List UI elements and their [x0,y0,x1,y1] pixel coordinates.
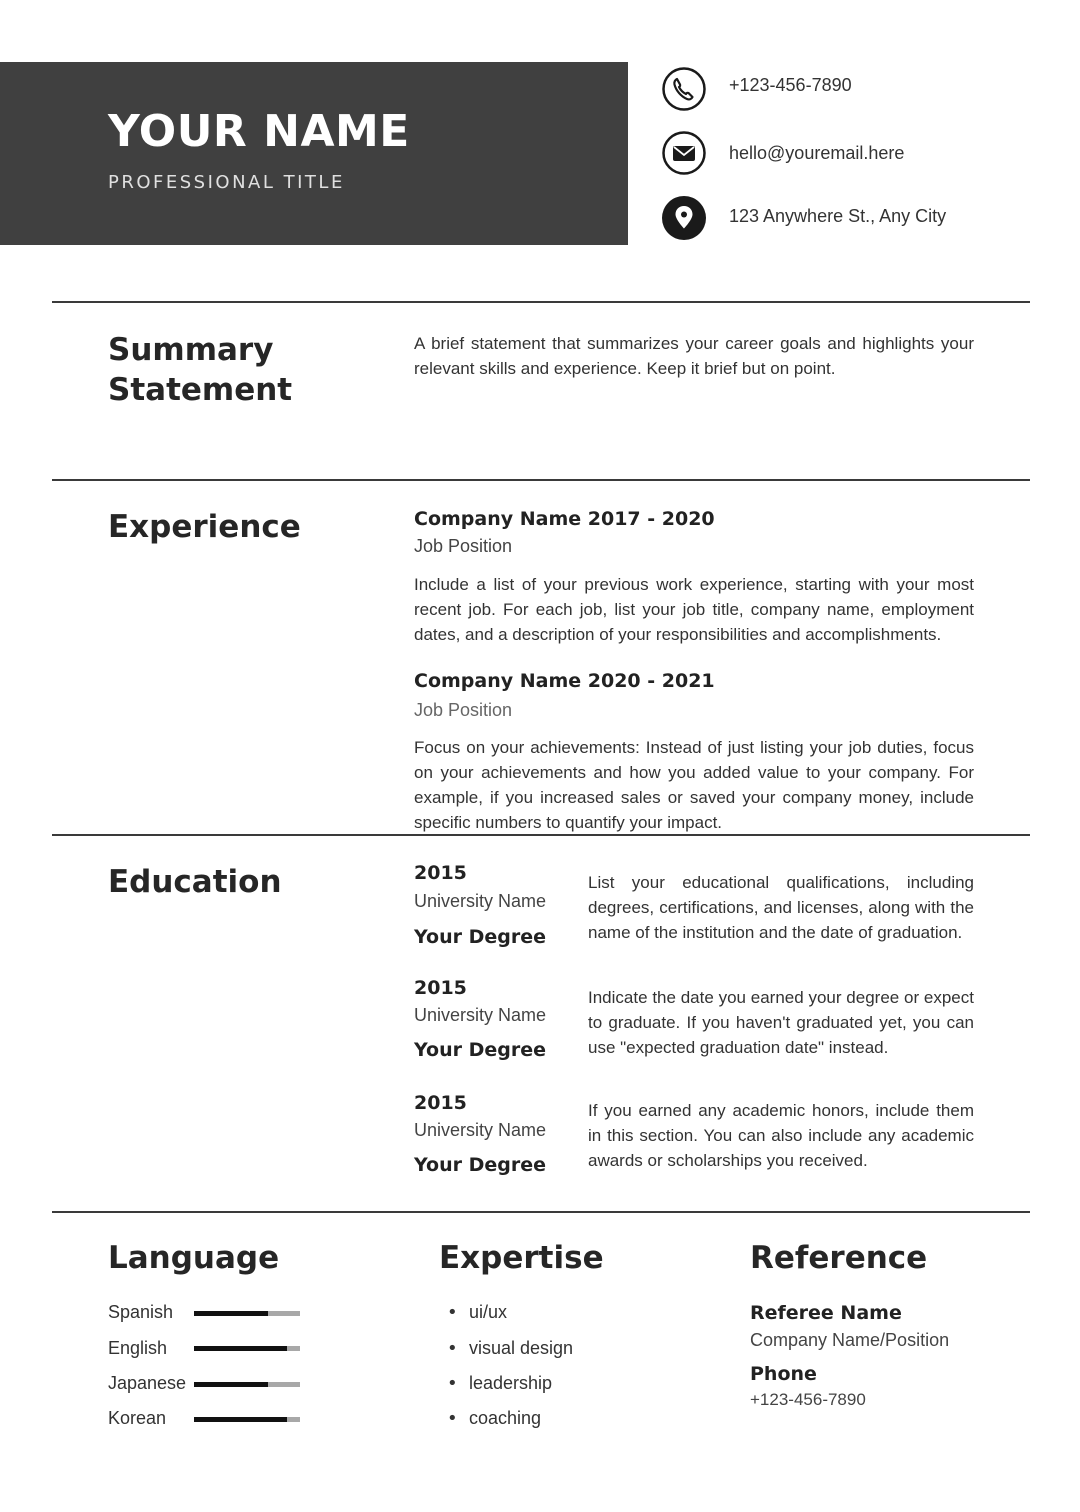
location-pin-icon [661,195,707,241]
contact-address: 123 Anywhere St., Any City [729,206,947,226]
language-bar-fill [194,1346,287,1351]
summary-text: A brief statement that summarizes your career goals and highlights your relevant skills and experience. Keep it brief but on point. [414,334,974,378]
job-company: Company Name 2017 - 2020 [414,508,715,530]
language-label: English [108,1338,168,1358]
edu-description: Indicate the date you earned your degree or expect to graduate. If you haven't graduated yet, you can use "expected graduation date" instead. [588,988,974,1057]
edu-university: University Name [414,1120,547,1140]
job-company: Company Name 2020 - 2021 [414,670,715,692]
contact-email: hello@youremail.here [729,143,905,163]
expertise-item: visual design [469,1338,574,1358]
bullet-icon: • [447,1408,458,1429]
summary-title [108,330,292,410]
job-position: Job Position [414,536,513,556]
expertise-item: ui/ux [469,1302,508,1322]
expertise-title: Expertise [439,1240,604,1276]
edu-description: List your educational qualifications, including degrees, certifications, and licenses, along with the name of the institution and the date of graduation. [588,873,974,942]
job-description: Include a list of your previous work experience, starting with your most recent job. For each job, list your job title, company name, employment dates, and a description of your responsibilities and accomplishments. [414,575,974,644]
education-title: Education [108,864,282,900]
language-bar [194,1417,300,1422]
mail-icon [661,130,707,176]
job-position: Job Position [414,700,513,720]
referee-phone: +123-456-7890 [750,1390,866,1409]
language-title: Language [108,1240,280,1276]
edu-degree: Your Degree [414,1039,546,1061]
edu-university: University Name [414,891,547,911]
language-label: Spanish [108,1302,174,1322]
edu-year: 2015 [414,1092,467,1114]
edu-year: 2015 [414,977,467,999]
language-bar [194,1382,300,1387]
edu-description: If you earned any academic honors, include them in this section. You can also include any academic awards or scholarships you received. [588,1101,974,1170]
phone-icon [661,66,707,112]
bullet-icon: • [447,1302,458,1323]
divider-bottom [52,1211,1030,1213]
language-bar [194,1346,300,1351]
bullet-icon: • [447,1373,458,1394]
summary-title-line1: Summary [108,332,274,368]
edu-university: University Name [414,1005,547,1025]
contact-phone: +123-456-7890 [729,75,852,95]
language-label: Japanese [108,1373,187,1393]
referee-name: Referee Name [750,1302,902,1324]
reference-title: Reference [750,1240,928,1276]
expertise-item: leadership [469,1373,553,1393]
divider-summary [52,301,1030,303]
language-bar [194,1311,300,1316]
professional-title: PROFESSIONAL TITLE [108,172,345,193]
bullet-icon: • [447,1338,458,1359]
language-bar-fill [194,1382,268,1387]
candidate-name: YOUR NAME [108,106,410,157]
language-bar-fill [194,1311,268,1316]
divider-experience [52,479,1030,481]
summary-title-line2: Statement [108,372,293,408]
experience-title: Experience [108,509,301,545]
edu-degree: Your Degree [414,926,546,948]
edu-degree: Your Degree [414,1154,546,1176]
expertise-item: coaching [469,1408,542,1428]
language-label: Korean [108,1408,167,1428]
referee-phone-label: Phone [750,1363,817,1385]
language-bar-fill [194,1417,287,1422]
referee-company-position: Company Name/Position [750,1330,950,1350]
job-description: Focus on your achievements: Instead of just listing your job duties, focus on your achievements and how you added value to your company. For example, if you increased sales or saved your company money, include specific numbers to quantify your impact. [414,738,974,832]
edu-year: 2015 [414,862,467,884]
